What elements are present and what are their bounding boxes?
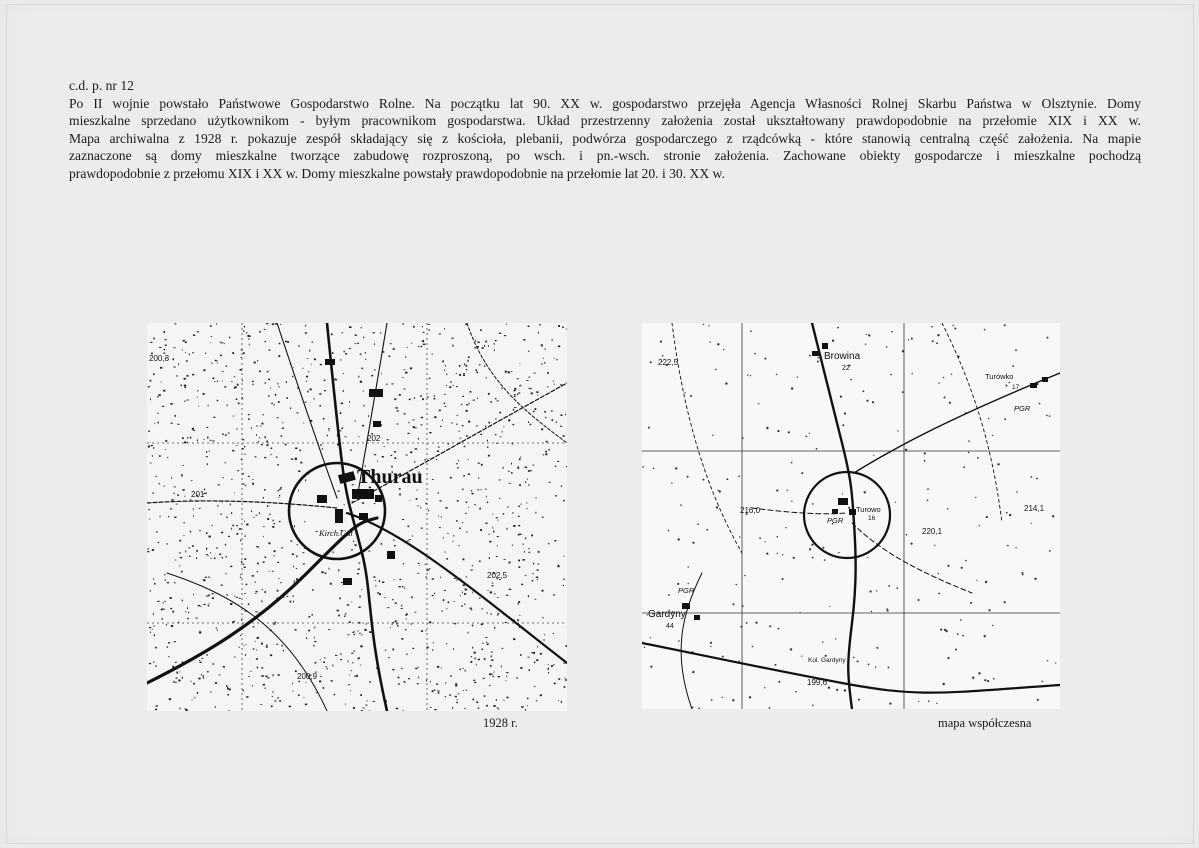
text-line-2: mieszkalne sprzedano użytkownikom - byłym pracownikom gospodarstwa. Układ przestrzenny założenia został ukształtowany prawdopodobnie na przełomie XIX i XX w. [69, 113, 1141, 129]
text-line-5: prawdopodobnie z przełomu XIX i XX w. Domy mieszkalne powstały prawdopodobnie na przełomie lat 20. i 30. XX w. [69, 165, 725, 181]
spot-height-2: 202 [367, 434, 381, 443]
label-turowo: Turowo [856, 505, 881, 514]
contemporary-map [642, 323, 1060, 709]
text-line-1: Po II wojnie powstało Państwowe Gospodarstwo Rolne. Na początku lat 90. XX w. gospodarstwo przejęła Agencja Własności Rolnej Skarbu Państwa w Olsztynie. Domy [69, 95, 1141, 111]
spot-height-4: 202,5 [487, 571, 508, 580]
spot-height-3: 201 [191, 490, 205, 499]
spot-height-2: 216,0 [740, 506, 761, 515]
map-place-label: Thurau [357, 466, 423, 488]
label-browina-num: 22 [842, 365, 850, 372]
label-browina: Browina [824, 351, 861, 362]
label-turowo-num: 16 [868, 515, 876, 522]
contemporary-map-svg [642, 323, 1060, 709]
description-text [69, 77, 1141, 183]
label-pgr-gardyny: PGR [678, 586, 695, 595]
map-sublabel: Kirch.Gut [319, 528, 353, 538]
historical-map-svg [147, 323, 567, 711]
spot-height-1: 222,5 [658, 358, 679, 367]
label-kol-gardyny: Kol. Gardyny [808, 657, 846, 664]
document-page [6, 4, 1194, 844]
spot-height-4: 214,1 [1024, 504, 1045, 513]
label-pgr-turowko: PGR [1014, 404, 1031, 413]
spot-height-5: 199,6 [807, 678, 828, 687]
historical-map-1928 [147, 323, 567, 711]
page-reference: c.d. p. nr 12 [69, 78, 134, 93]
label-turowko: Turówko [985, 372, 1014, 381]
contemporary-map-caption: mapa współczesna [938, 716, 1032, 730]
spot-height-1: 200,3 [149, 354, 170, 363]
spot-height-5: 200,9 [297, 672, 318, 681]
label-turowko-num: 17 [1012, 384, 1020, 391]
spot-height-3: 220,1 [922, 527, 943, 536]
text-line-3: Mapa archiwalna z 1928 r. pokazuje zespół składający się z kościoła, plebanii, podwórza gospodarczego z rządcówką - które stanowią centralną część założenia. Na mapie [69, 130, 1141, 146]
historical-map-caption: 1928 r. [483, 716, 518, 730]
label-pgr-turowo: PGR [827, 516, 844, 525]
label-gardyny-num: 44 [666, 623, 674, 630]
text-line-4: zaznaczone są domy mieszkalne tworzące zabudowę rozproszoną, po wsch. i pn.-wsch. stronie założenia. Zachowane obiekty gospodarcze i mieszkalne pochodzą [69, 148, 1141, 164]
label-gardyny: Gardyny [648, 609, 686, 620]
